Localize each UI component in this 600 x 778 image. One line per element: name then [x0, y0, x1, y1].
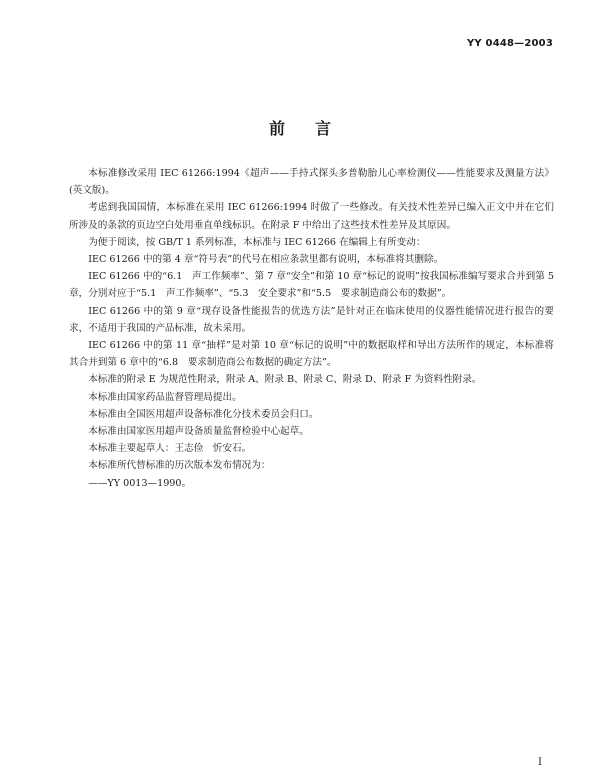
- paragraph: IEC 61266 中的第 11 章“抽样”是对第 10 章“标记的说明”中的数据取样和导出方法所作的规定，本标准将其合并到第 6 章中的“6.8 要求制造商公布数据的确定方法”。: [69, 340, 554, 369]
- paragraph: 考虑到我国国情，本标准在采用 IEC 61266:1994 时做了一些修改。有关技术性差异已编入正文中并在它们所涉及的条款的页边空白处用垂直单线标识。在附录 F 中给出了这些技术性差异及其原因。: [69, 202, 554, 231]
- paragraph: ——YY 0013—1990。: [88, 477, 192, 489]
- paragraph: 本标准由国家医用超声设备质量监督检验中心起草。: [88, 426, 309, 438]
- paragraph: IEC 61266 中的第 4 章“符号表”的代号在相应条款里都有说明，本标准将其删除。: [88, 254, 444, 266]
- paragraph: IEC 61266 中的第 9 章“现存设备性能报告的优选方法”是针对正在临床使用的仪器性能情况进行报告的要求，不适用于我国的产品标准，故未采用。: [69, 305, 554, 334]
- paragraph: 本标准主要起草人：王志俭 忻安石。: [88, 443, 252, 455]
- page-number: I: [538, 757, 542, 768]
- paragraph: 本标准由全国医用超声设备标准化分技术委员会归口。: [88, 408, 319, 420]
- paragraph: 本标准的附录 E 为规范性附录，附录 A、附录 B、附录 C、附录 D、附录 F 为资料性附录。: [88, 374, 482, 386]
- foreword-body: [69, 165, 554, 492]
- page-title: 前言: [268, 119, 361, 138]
- paragraph: 为便于阅读，按 GB/T 1 系列标准，本标准与 IEC 61266 在编辑上有所变动：: [88, 236, 426, 248]
- paragraph: 本标准修改采用 IEC 61266:1994《超声——手持式探头多普勒胎儿心率检测仪——性能要求及测量方法》(英文版)。: [69, 168, 554, 197]
- paragraph: 本标准由国家药品监督管理局提出。: [88, 391, 242, 403]
- paragraph: IEC 61266 中的“6.1 声工作频率”、第 7 章“安全”和第 10 章“标记的说明”按我国标准编写要求合并到第 5 章，分别对应于“5.1 声工作频率”、“5.3 安全要求”和“5.5 要求制造商公布的数据”。: [69, 271, 554, 300]
- standard-number: YY 0448—2003: [466, 38, 553, 49]
- paragraph: 本标准所代替标准的历次版本发布情况为：: [88, 460, 271, 472]
